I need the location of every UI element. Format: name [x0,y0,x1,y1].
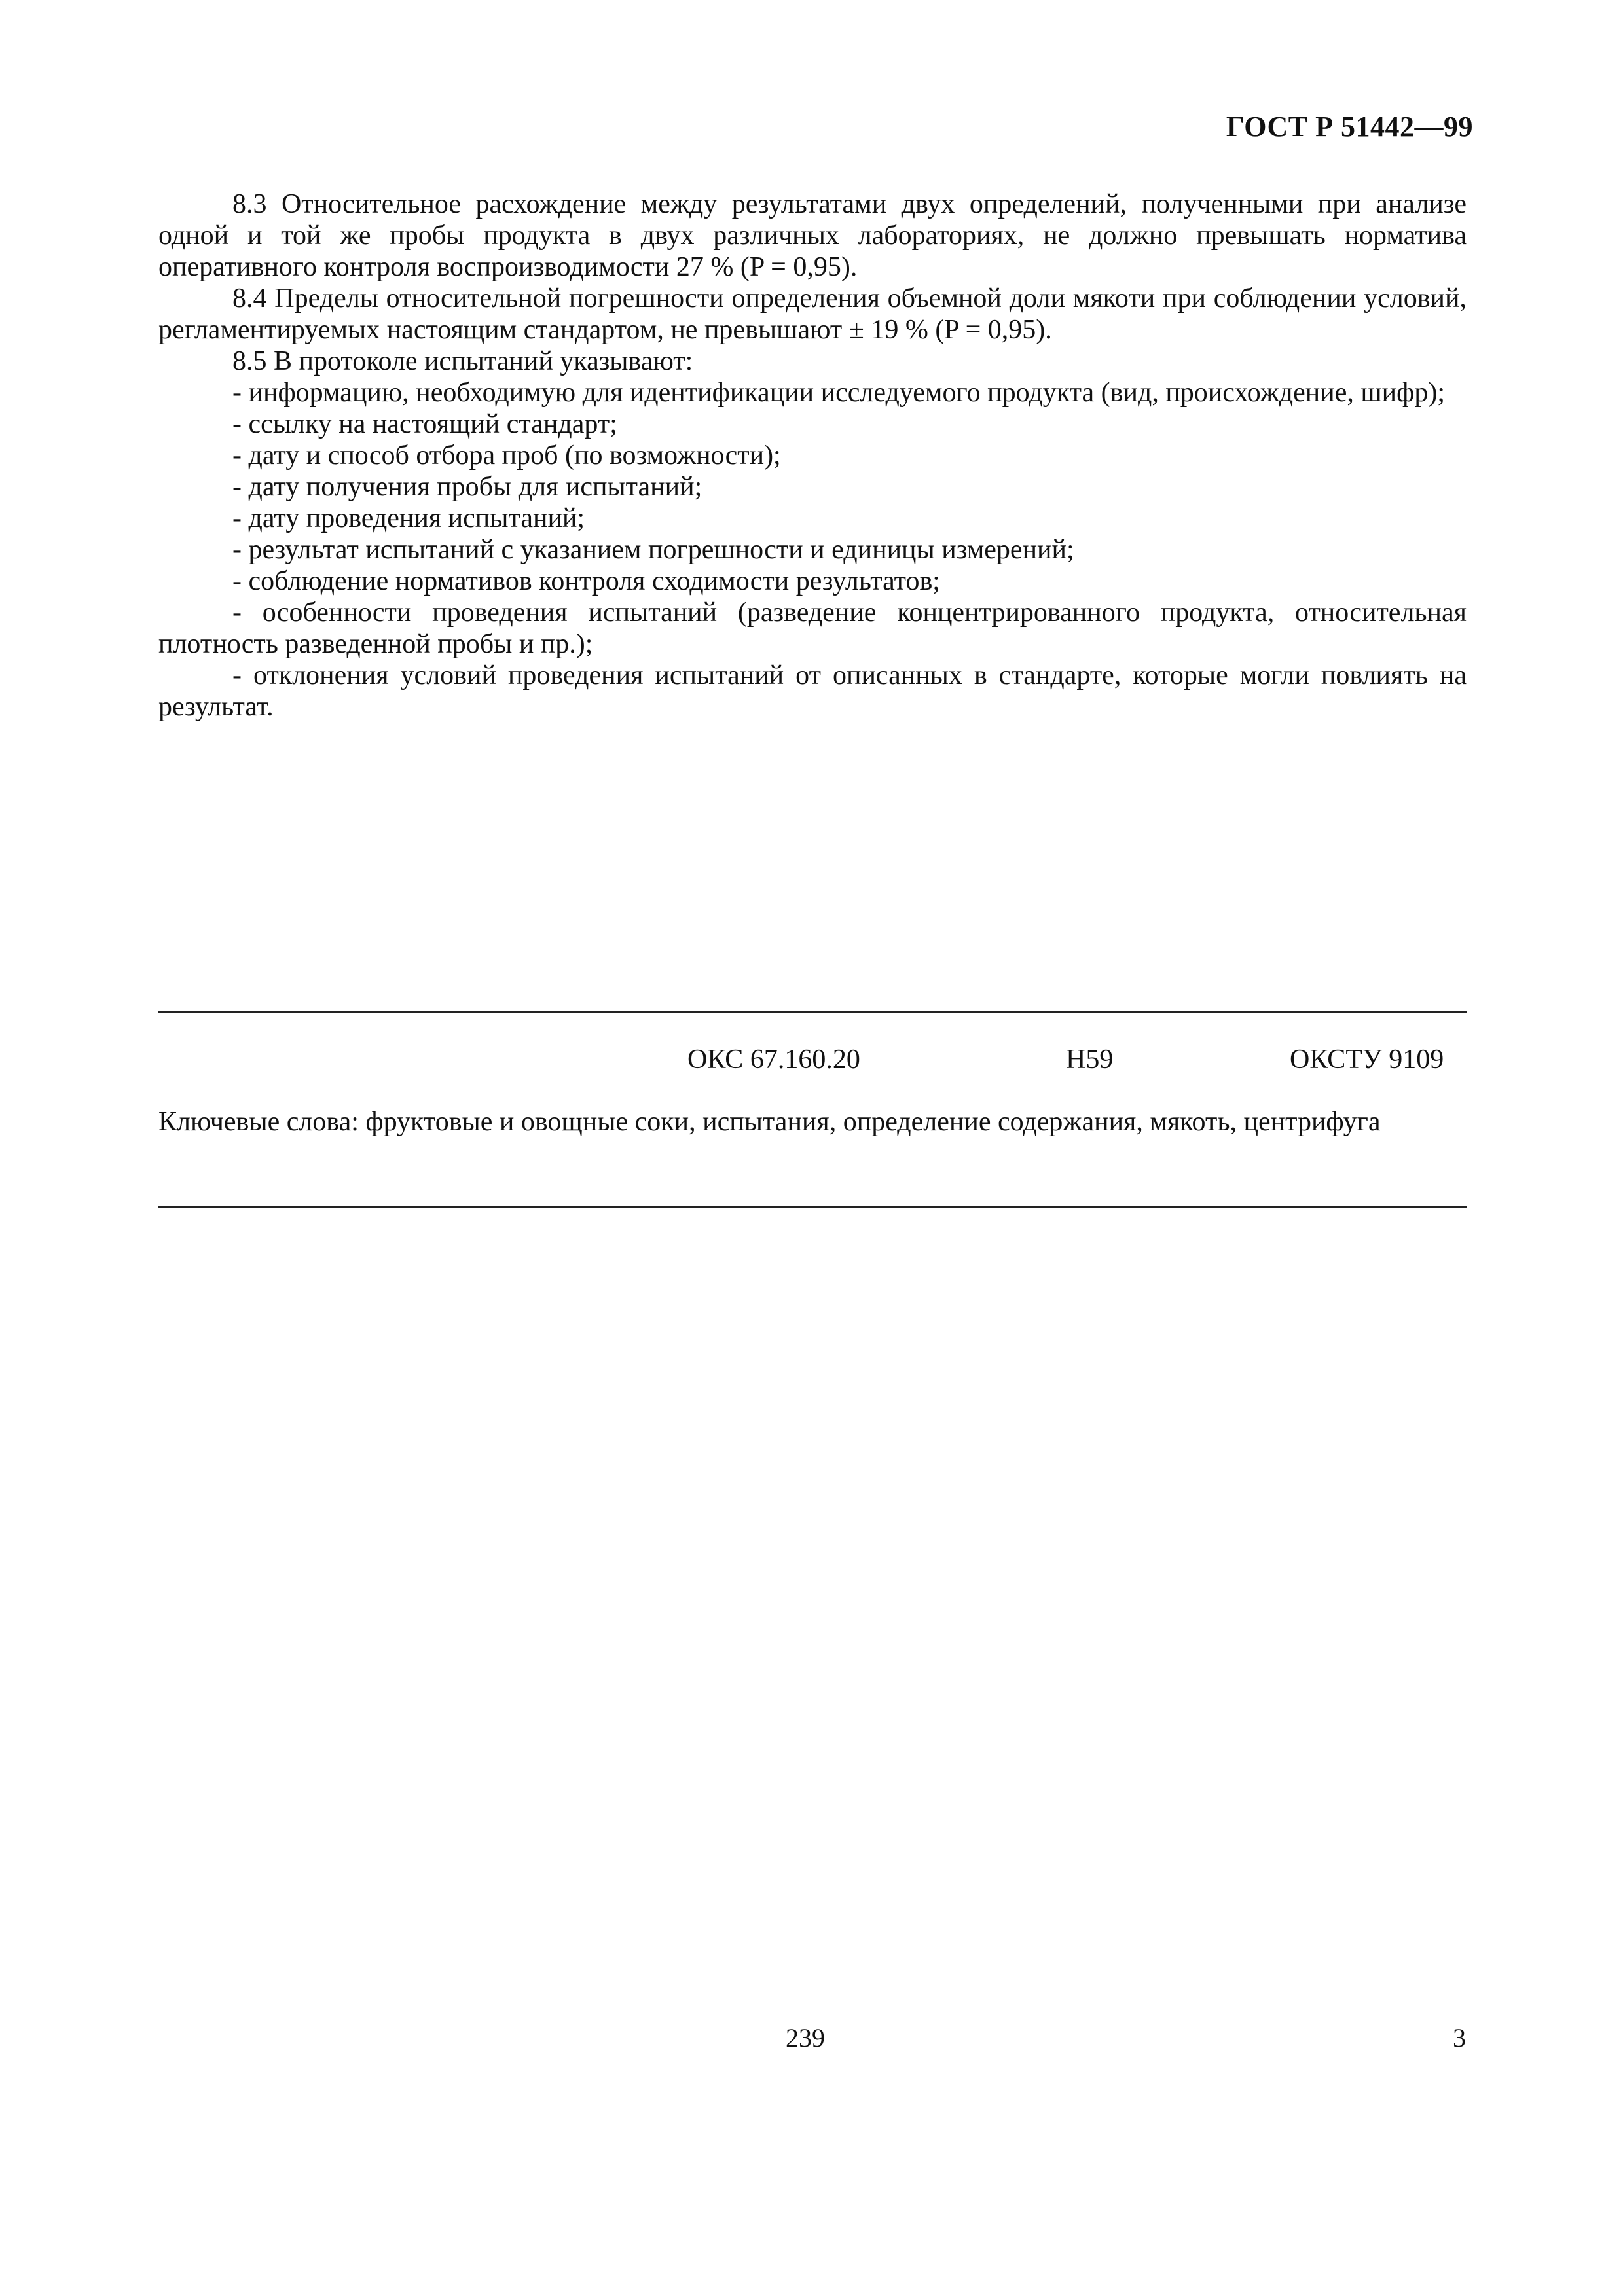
paragraph-8-3: 8.3 Относительное расхождение между результатами двух определений, полученными при анализе одной и той же пробы продукта в двух различных лабораториях, не должно превышать норматива оперативного контроля воспроизводимости 27 % (P = 0,95). [158,189,1467,282]
keywords: Ключевые слова: фруктовые и овощные соки, испытания, определение содержания, мякоть, центрифуга [158,1107,1381,1137]
book-page-number: 239 [786,2023,825,2053]
list-item: - дату и способ отбора проб (по возможности); [232,440,781,471]
divider-bottom [158,1206,1467,1208]
list-item: - результат испытаний с указанием погрешности и единицы измерений; [232,535,1074,565]
group-code: Н59 [1066,1045,1114,1075]
paragraph-8-4: 8.4 Пределы относительной погрешности определения объемной доли мякоти при соблюдении условий, регламентируемых настоящим стандартом, не превышают ± 19 % (P = 0,95). [158,283,1467,345]
document-body [158,188,1467,723]
divider-top [158,1011,1467,1013]
list-item: - дату получения пробы для испытаний; [232,472,702,502]
document-code: ГОСТ Р 51442—99 [1226,111,1473,143]
list-item: - ссылку на настоящий стандарт; [232,409,617,439]
okstu-code: ОКСТУ 9109 [1290,1045,1444,1075]
list-item: - дату проведения испытаний; [232,503,585,533]
list-item: - информацию, необходимую для идентификации исследуемого продукта (вид, происхождение, шифр); [232,378,1446,408]
document-page-number: 3 [1453,2023,1466,2053]
list-item: - особенности проведения испытаний (разведение концентрированного продукта, относительная плотность разведенной пробы и пр.); [158,598,1467,659]
list-item: - соблюдение нормативов контроля сходимости результатов; [232,566,940,596]
paragraph-8-5: 8.5 В протоколе испытаний указывают: [232,346,693,376]
oks-code: ОКС 67.160.20 [687,1045,860,1075]
list-item: - отклонения условий проведения испытаний от описанных в стандарте, которые могли повлиять на результат. [158,660,1467,722]
